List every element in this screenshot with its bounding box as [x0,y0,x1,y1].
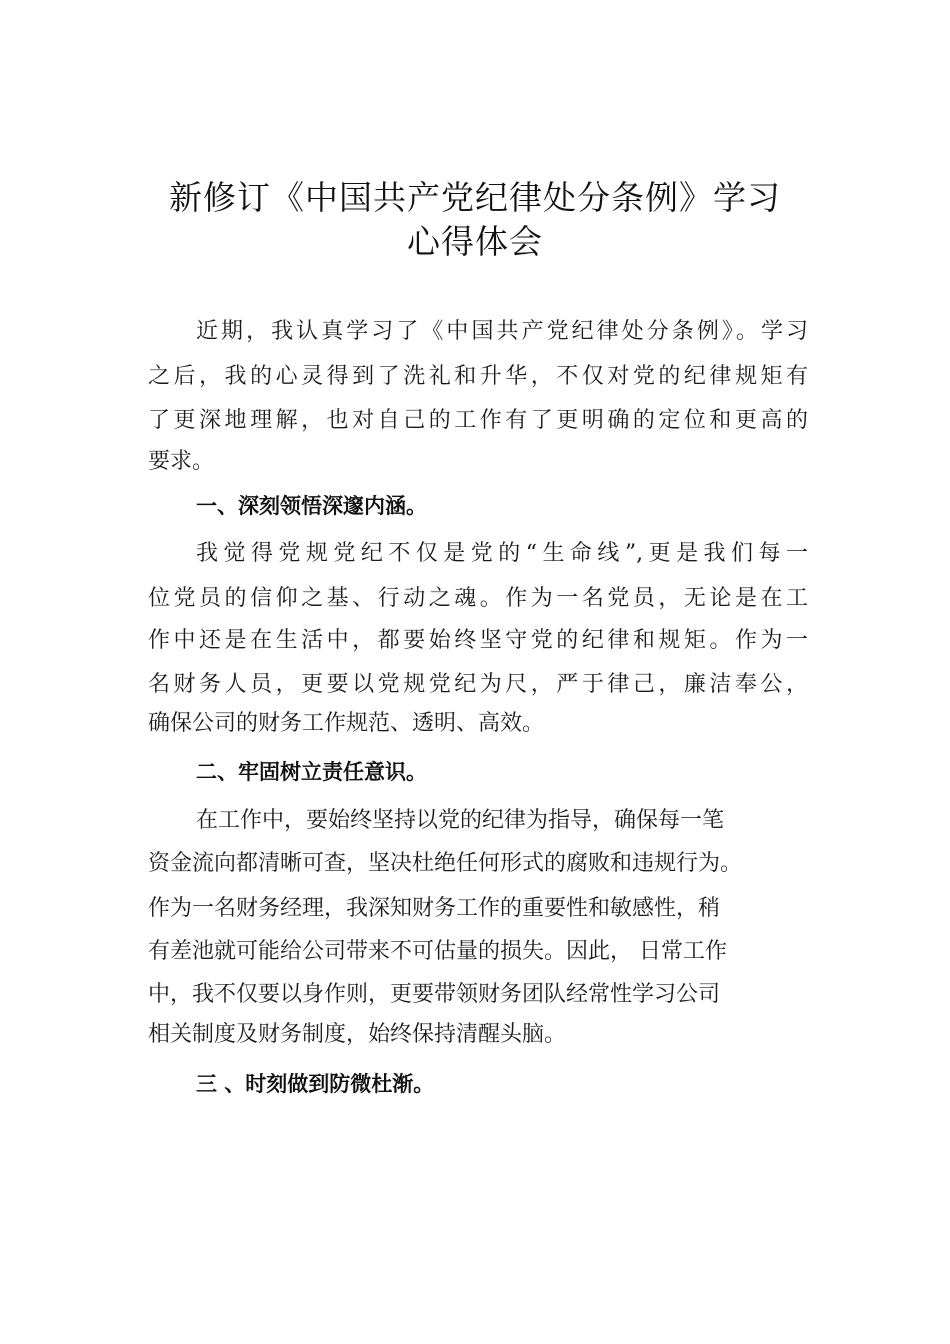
section-heading-1: 一、深刻领悟深邃内涵。 [196,494,427,518]
paragraph-3-line-3: 作为一名财务经理，我深知财务工作的重要性和敏感性，稍 [148,896,721,921]
section-heading-2: 二、牢固树立责任意识。 [196,760,427,784]
paragraph-3-line-5: 中，我不仅要以身作则，更要带领财务团队经常性学习公司 [148,982,721,1007]
paragraph-3-line-4: 有差池就可能给公司带来不可估量的损失。因此， 日常工作 [148,939,727,964]
paragraph-2-line-5: 确保公司的财务工作规范、透明、高效。 [148,711,545,736]
paragraph-3-line-6: 相关制度及财务制度，始终保持清醒头脑。 [148,1022,567,1047]
paragraph-1-line-3: 了更深地理解，也对自己的工作有了更明确的定位和更高的 [148,408,808,433]
paragraph-3-line-1: 在工作中，要始终坚持以党的纪律为指导，确保每一笔 [196,808,725,833]
paragraph-1-line-2: 之后，我的心灵得到了洗礼和升华，不仅对党的纪律规矩有 [148,364,808,389]
document-title-line-1: 新修订《中国共产党纪律处分条例》学习 [169,178,781,217]
paragraph-2-line-2: 位党员的信仰之基、行动之魂。作为一名党员，无论是在工 [148,586,808,611]
paragraph-1-line-1: 近期，我认真学习了《中国共产党纪律处分条例》。学习 [196,319,808,344]
paragraph-2-line-3: 作中还是在生活中，都要始终坚守党的纪律和规矩。作为一 [148,628,808,653]
paragraph-2-line-1: 我觉得党规党纪不仅是党的“生命线”,更是我们每一 [196,541,808,566]
paragraph-2-line-4: 名财务人员，更要以党规党纪为尺，严于律己，廉洁奉公， [148,672,808,697]
paragraph-1-line-4: 要求。 [148,449,215,474]
document-title-line-2: 心得体会 [407,222,543,261]
section-heading-3: 三 、时刻做到防微杜渐。 [196,1072,435,1096]
paragraph-3-line-2: 资金流向都清晰可查，坚决杜绝任何形式的腐败和违规行为。 [148,851,743,876]
